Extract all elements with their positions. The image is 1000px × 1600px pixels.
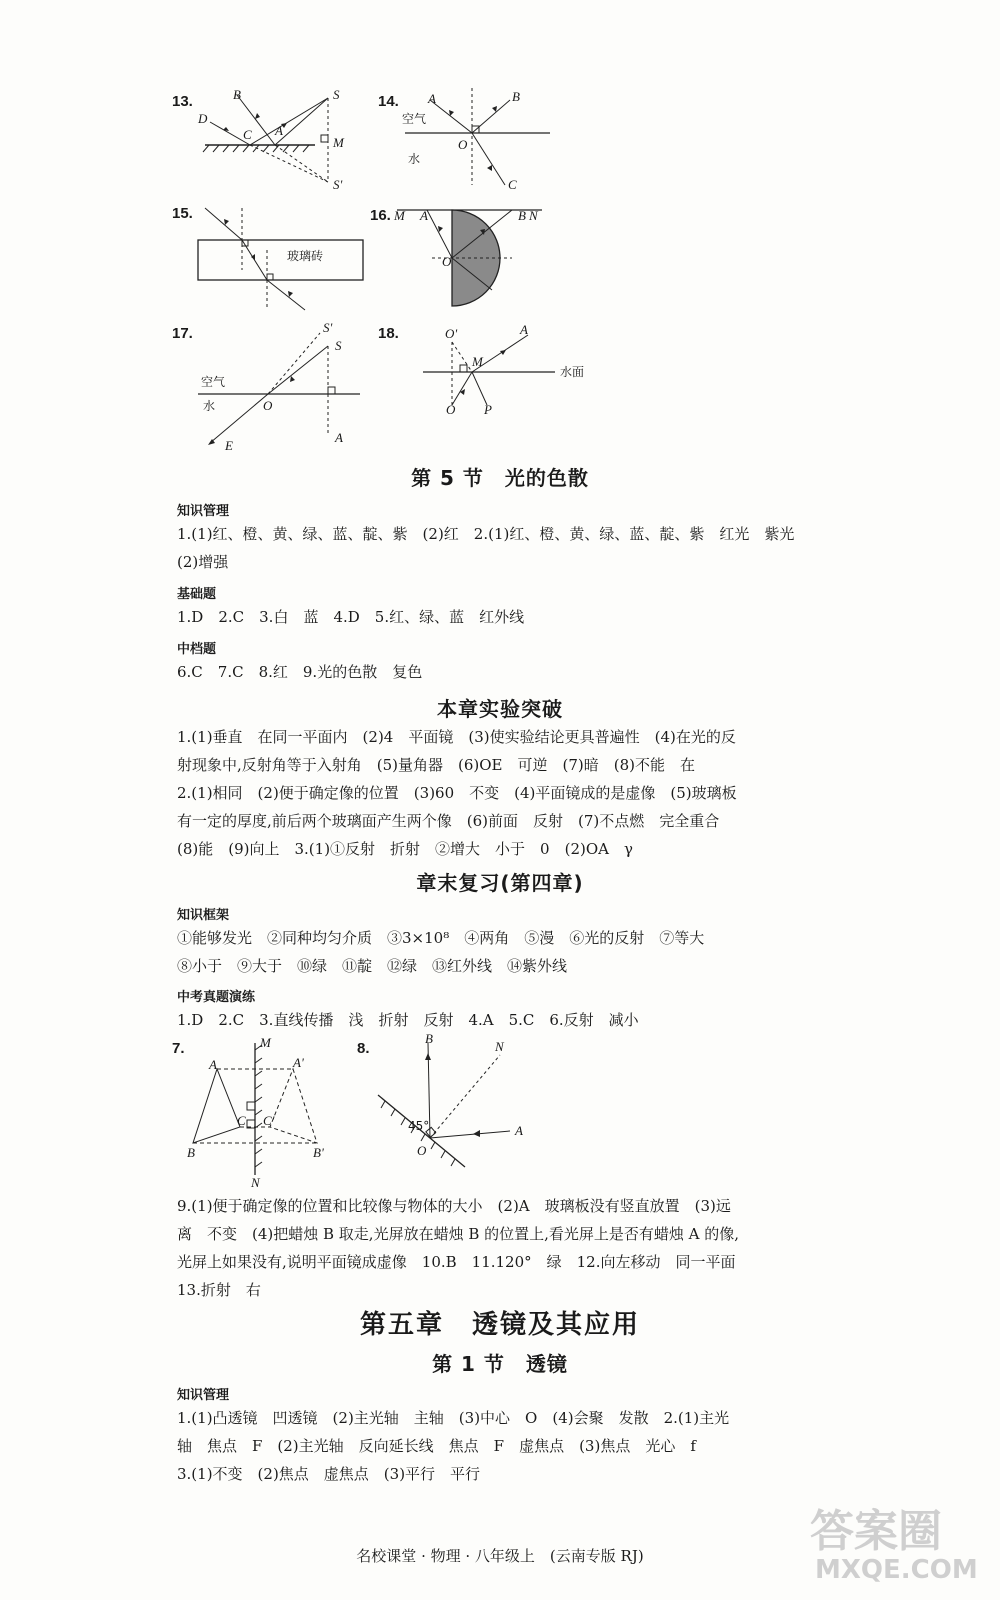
figure-7: [185, 1035, 335, 1190]
label-A-prime: A': [293, 1055, 304, 1070]
label-N: N: [529, 208, 538, 223]
figure-13: [195, 85, 355, 200]
label-B-prime: B': [313, 1145, 324, 1160]
answers-lens: 1.(1)凸透镜 凹透镜 (2)主光轴 主轴 (3)中心 O (4)会聚 发散 2.(1)主光 轴 焦点 F (2)主光轴 反向延长线 焦点 F 虚焦点 (3)焦点 光心 f 3.(1)不变 (2)焦点 虚焦点 (3)平行 平行: [177, 1409, 730, 1483]
label-S: S: [333, 87, 340, 102]
label-B: B: [518, 208, 526, 223]
label-water: 水: [203, 399, 216, 413]
label-O-prime: O': [445, 326, 458, 341]
label-D: D: [198, 111, 208, 126]
page-footer: 名校课堂 · 物理 · 八年级上 (云南专版 RJ): [356, 1547, 644, 1565]
label-A: A: [515, 1123, 523, 1138]
label-M: M: [472, 354, 483, 369]
label-B: B: [425, 1031, 433, 1046]
section-title-lens: 第 1 节 透镜: [432, 1352, 568, 1376]
label-A: A: [209, 1057, 217, 1072]
figure-18-number: 18.: [378, 325, 399, 342]
label-M: M: [394, 208, 405, 223]
label-C: C: [508, 177, 517, 192]
answers-experiments: 1.(1)垂直 在同一平面内 (2)4 平面镜 (3)使实验结论更具普遍性 (4)在光的反 射现象中,反射角等于入射角 (5)量角器 (6)OE 可逆 (7)暗 (8)不能 在 2.(1)相同 (2)便于确定像的位置 (3)60 不变 (4)平面镜成的是虚像 (5)玻璃板 有一定的厚度,前后两个玻璃面产生两个像 (6)前面 反射 (7)不点燃 完全重合 (8)能 (9)向上 3.(1)①反射 折射 ②增大 小于 0 (2)OA γ: [177, 728, 737, 858]
label-45-degrees: 45°: [408, 1119, 430, 1133]
label-O: O: [458, 137, 468, 152]
label-water-surface: 水面: [560, 365, 585, 379]
label-water: 水: [408, 152, 421, 166]
label-B: B: [233, 87, 241, 102]
label-air: 空气: [402, 112, 427, 126]
figure-13-number: 13.: [172, 93, 193, 110]
section-title-experiments: 本章实验突破: [437, 697, 563, 721]
figure-17: [195, 318, 370, 458]
subheading-knowledge-lens: 知识管理: [177, 1388, 230, 1403]
chapter-title-lenses: 第五章 透镜及其应用: [359, 1310, 640, 1340]
watermark-logo: 答案圈: [810, 1506, 942, 1557]
label-N: N: [251, 1175, 260, 1190]
answers-framework: ①能够发光 ②同种均匀介质 ③3×10⁸ ④两角 ⑤漫 ⑥光的反射 ⑦等大 ⑧小于 ⑨大于 ⑩绿 ⑪靛 ⑫绿 ⑬红外线 ⑭紫外线: [177, 929, 705, 975]
label-O: O: [263, 398, 273, 413]
label-P: P: [484, 402, 492, 417]
subheading-exam: 中考真题演练: [177, 990, 256, 1005]
section-title-review: 章末复习(第四章): [416, 871, 584, 895]
label-glass-brick: 玻璃砖: [287, 249, 324, 263]
figure-8: [375, 1031, 545, 1175]
figure-18: [420, 320, 600, 420]
label-C: C: [237, 1113, 246, 1128]
label-O: O: [417, 1143, 427, 1158]
label-S-prime: S': [333, 177, 343, 192]
label-C: C: [243, 127, 252, 142]
figure-16: [392, 200, 562, 315]
label-O: O: [446, 402, 456, 417]
label-M: M: [260, 1035, 271, 1050]
answers-exam: 1.D 2.C 3.直线传播 浅 折射 反射 4.A 5.C 6.反射 减小: [177, 1011, 639, 1029]
subheading-framework: 知识框架: [177, 908, 230, 923]
label-A: A: [335, 430, 343, 445]
label-B: B: [187, 1145, 195, 1160]
watermark-url: MXQE.COM: [815, 1555, 978, 1585]
figure-17-number: 17.: [172, 325, 193, 342]
subheading-basic: 基础题: [177, 587, 217, 602]
label-B: B: [512, 89, 520, 104]
figure-8-number: 8.: [357, 1040, 370, 1057]
label-O: O: [442, 254, 452, 269]
label-air: 空气: [201, 375, 226, 389]
answers-basic: 1.D 2.C 3.白 蓝 4.D 5.红、绿、蓝 红外线: [177, 608, 525, 626]
label-E: E: [225, 438, 233, 453]
subheading-knowledge: 知识管理: [177, 504, 230, 519]
answers-knowledge: 1.(1)红、橙、黄、绿、蓝、靛、紫 (2)红 2.(1)红、橙、黄、绿、蓝、靛、紫 红光 紫光 (2)增强: [177, 525, 795, 571]
label-A: A: [520, 322, 528, 337]
label-S: S: [335, 338, 342, 353]
label-C-prime: C': [263, 1113, 275, 1128]
answers-medium: 6.C 7.C 8.红 9.光的色散 复色: [177, 663, 423, 681]
label-S-prime: S': [323, 320, 333, 335]
section-title-dispersion: 第 5 节 光的色散: [411, 466, 589, 490]
label-N: N: [495, 1039, 504, 1054]
label-M: M: [333, 135, 344, 150]
label-A: A: [428, 91, 436, 106]
figure-15: [195, 200, 375, 315]
subheading-medium: 中档题: [177, 642, 217, 657]
label-A: A: [420, 208, 428, 223]
figure-14: [400, 85, 560, 200]
figure-15-number: 15.: [172, 205, 193, 222]
figure-14-number: 14.: [378, 93, 399, 110]
figure-16-number: 16.: [370, 207, 391, 224]
label-A: A: [275, 123, 283, 138]
answers-exam-tail: 9.(1)便于确定像的位置和比较像与物体的大小 (2)A 玻璃板没有竖直放置 (3)远 离 不变 (4)把蜡烛 B 取走,光屏放在蜡烛 B 的位置上,看光屏上是否有蜡烛 A 的像, 光屏上如果没有,说明平面镜成虚像 10.B 11.120° 绿 12.向左移动 同一平面 13.折射 右: [177, 1197, 740, 1299]
figure-7-number: 7.: [172, 1040, 185, 1057]
